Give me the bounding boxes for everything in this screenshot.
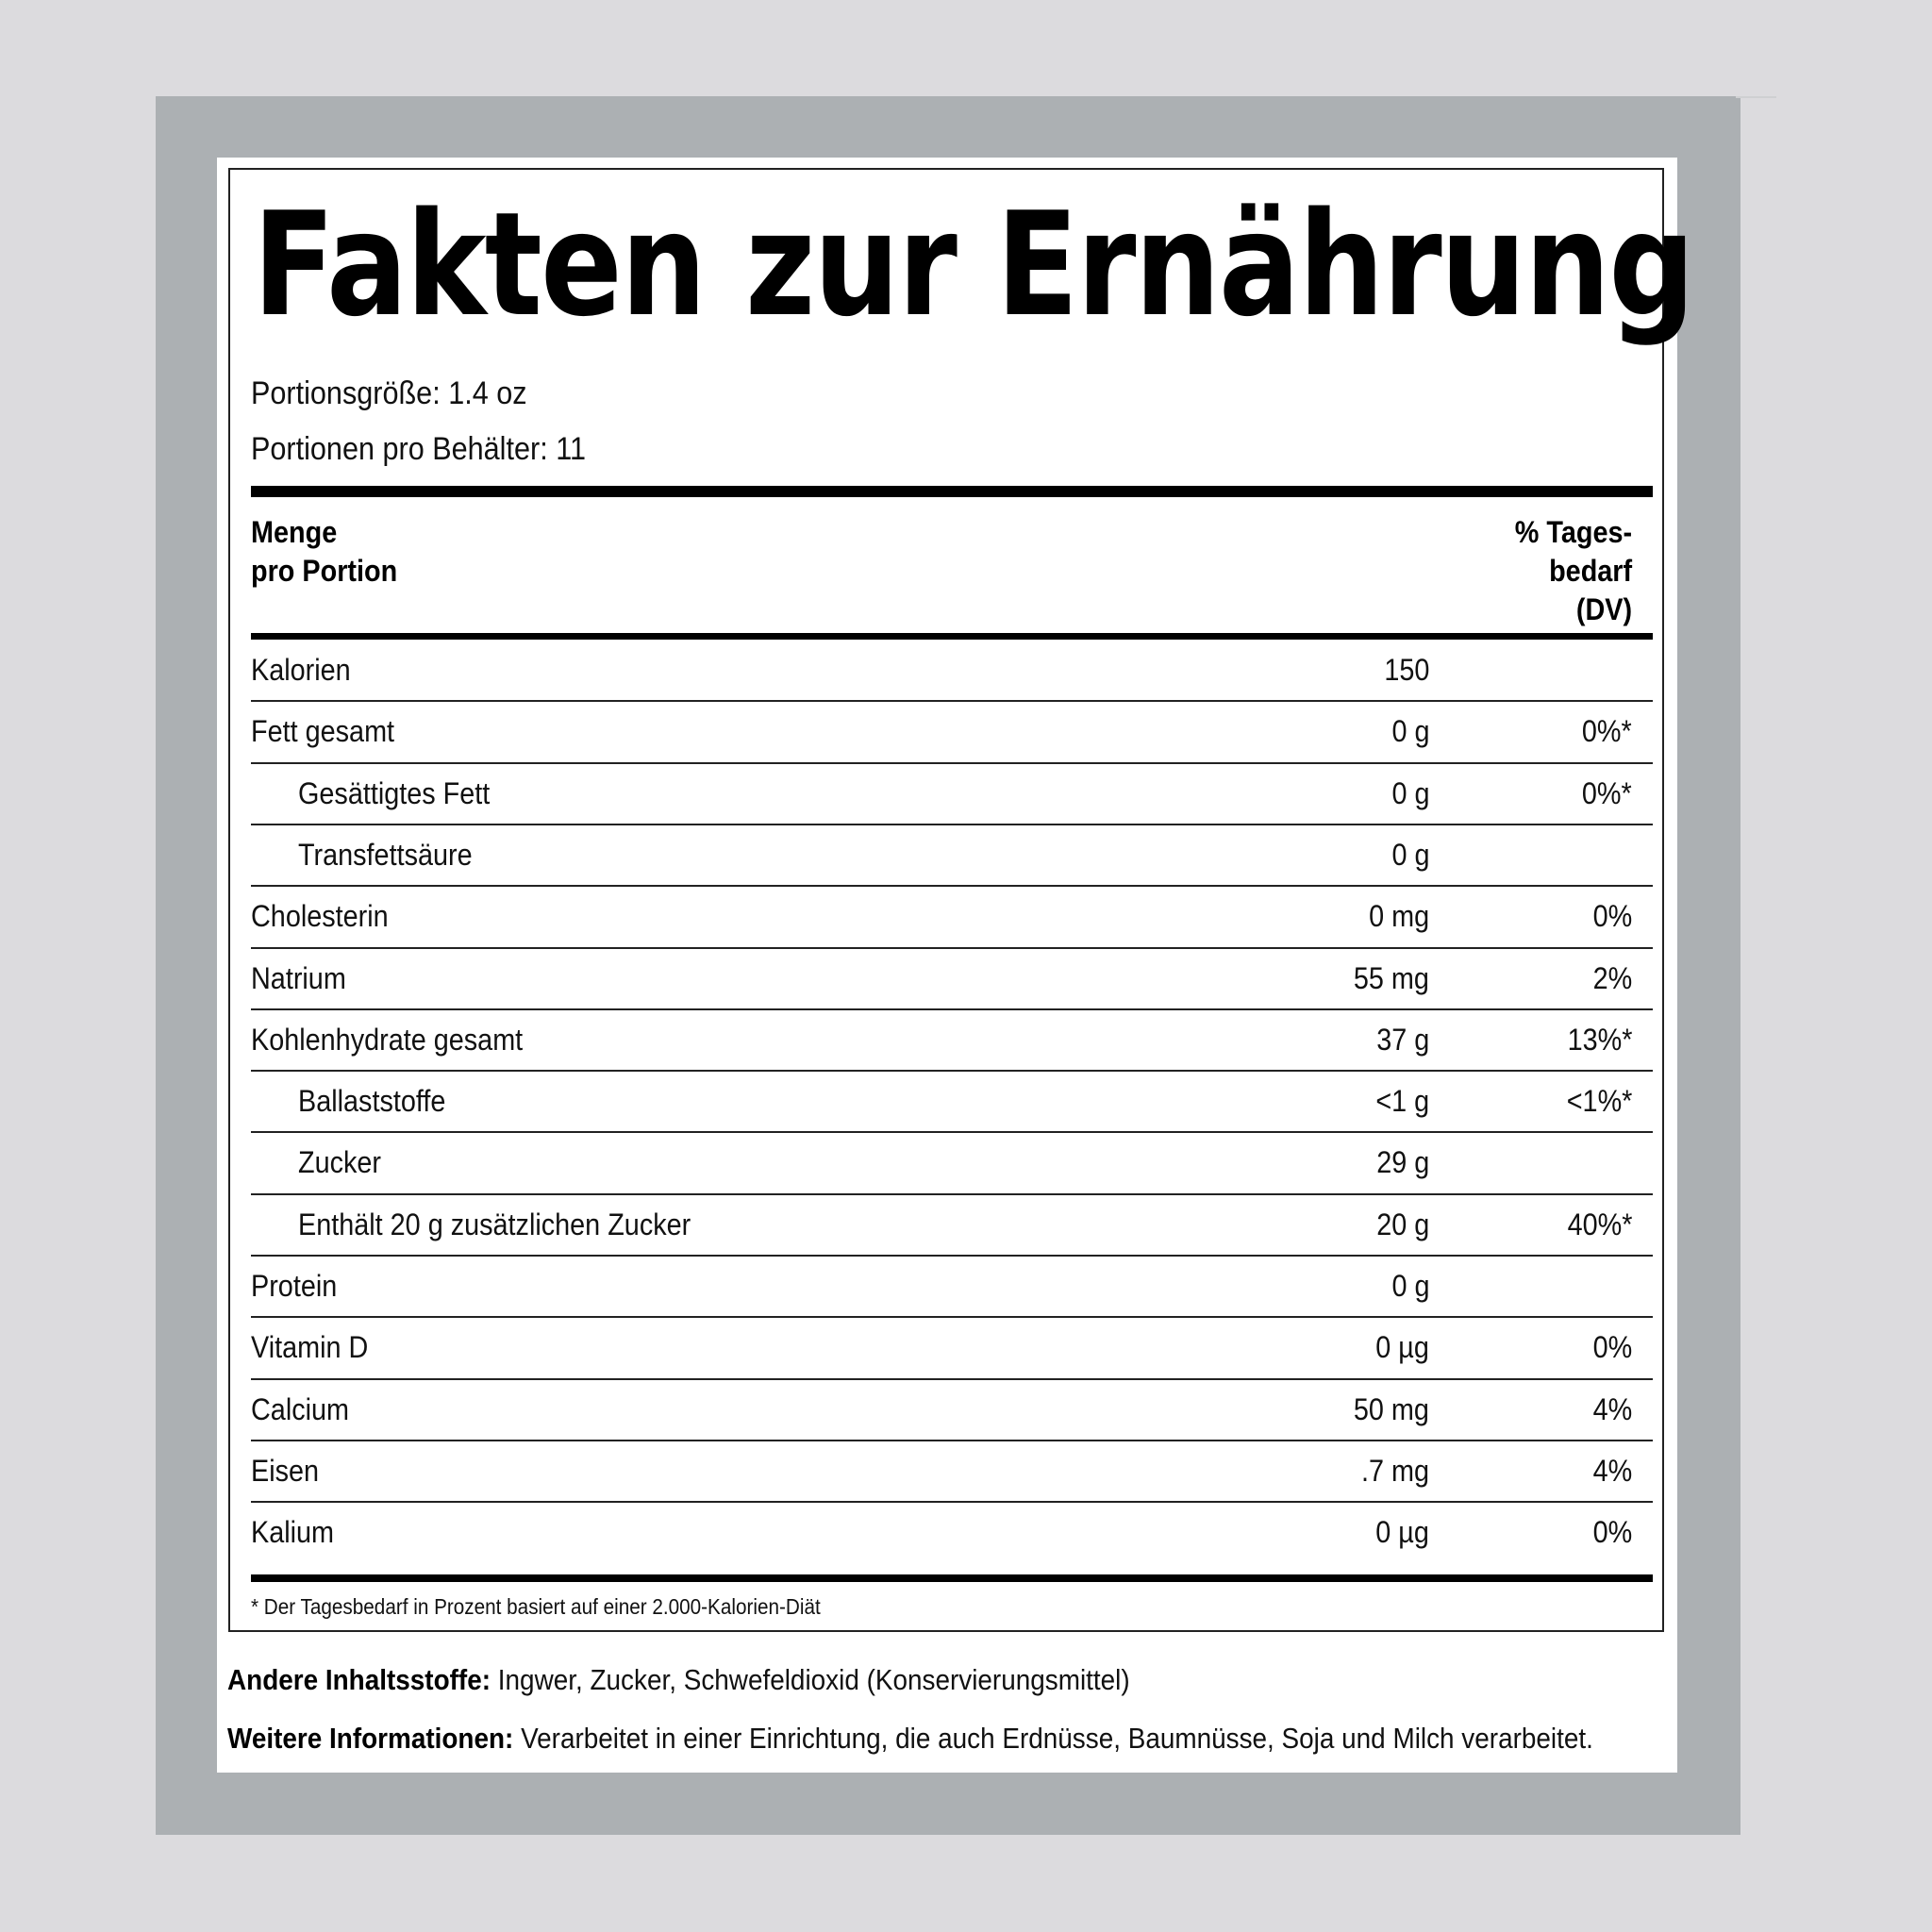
nutrient-amount: 0 g <box>1391 775 1429 810</box>
nutrient-name: Enthält 20 g zusätzlichen Zucker <box>298 1207 691 1241</box>
nutrient-amount: 50 mg <box>1353 1391 1429 1426</box>
serving-size: Portionsgröße: 1.4 oz <box>251 375 527 411</box>
nutrient-name: Kalorien <box>251 653 351 687</box>
label-card <box>217 158 1694 1773</box>
thick-divider <box>251 486 1653 497</box>
nutrient-row <box>251 886 1653 947</box>
further-info-text: Verarbeitet in einer Einrichtung, die auch Erdnüsse, Baumnüsse, Soja und Milch verarbeitet. <box>521 1722 1593 1755</box>
nutrient-name: Eisen <box>251 1453 320 1488</box>
nutrient-daily-value: 2% <box>1592 960 1632 995</box>
thick-divider <box>251 633 1653 640</box>
nutrient-name: Kalium <box>251 1515 335 1550</box>
nutrient-row <box>251 763 1653 824</box>
nutrient-daily-value: 0% <box>1592 1330 1632 1365</box>
nutrient-amount: 0 µg <box>1375 1330 1429 1365</box>
nutrient-daily-value: 40%* <box>1567 1207 1632 1241</box>
nutrient-daily-value: 0% <box>1592 1515 1632 1550</box>
nutrient-row <box>251 1194 1653 1256</box>
other-ingredients-label: Andere Inhaltsstoffe: <box>227 1663 491 1696</box>
frame-edge-line <box>1736 96 1776 98</box>
nutrient-row <box>251 1009 1653 1071</box>
nutrient-row <box>251 1132 1653 1193</box>
nutrient-amount: 150 <box>1383 653 1429 687</box>
nutrient-row <box>251 1379 1653 1441</box>
nutrient-row <box>251 1502 1653 1563</box>
nutrient-row <box>251 701 1653 762</box>
thick-divider <box>251 1574 1653 1582</box>
nutrient-amount: 0 g <box>1391 1269 1429 1303</box>
nutrition-facts-box <box>228 168 1694 1632</box>
nutrient-row <box>251 824 1653 886</box>
nutrient-name: Cholesterin <box>251 899 389 934</box>
nutrient-amount: 29 g <box>1375 1145 1429 1180</box>
amount-per-serving-header: Menge pro Portion <box>251 515 398 588</box>
nutrient-amount: 37 g <box>1375 1022 1429 1057</box>
footnote: * Der Tagesbedarf in Prozent basiert auf einer 2.000-Kalorien-Diät <box>251 1594 821 1619</box>
nutrient-amount: 0 g <box>1391 837 1429 872</box>
nutrient-amount: 0 g <box>1391 714 1429 749</box>
other-ingredients <box>227 1661 1130 1699</box>
nutrient-daily-value: 0%* <box>1582 775 1632 810</box>
nutrient-name: Fett gesamt <box>251 714 395 749</box>
nutrient-amount: <1 g <box>1375 1084 1429 1119</box>
nutrient-daily-value: 0%* <box>1582 714 1632 749</box>
nutrient-amount: 55 mg <box>1353 960 1429 995</box>
other-ingredients-text: Ingwer, Zucker, Schwefeldioxid (Konservierungsmittel) <box>497 1663 1130 1696</box>
nutrient-daily-value: <1%* <box>1566 1084 1632 1119</box>
nutrient-amount: 0 µg <box>1375 1515 1429 1550</box>
nutrient-row <box>251 948 1653 1009</box>
nutrient-name: Transfettsäure <box>298 837 473 872</box>
daily-value-header: % Tages- bedarf (DV) <box>1514 515 1632 626</box>
nutrient-row <box>251 1317 1653 1378</box>
label-title: Fakten zur Ernährung <box>253 181 1694 348</box>
nutrient-daily-value: 4% <box>1592 1391 1632 1426</box>
nutrient-amount: 0 mg <box>1368 899 1429 934</box>
nutrient-amount: 20 g <box>1375 1207 1429 1241</box>
nutrient-daily-value: 4% <box>1592 1453 1632 1488</box>
nutrient-amount: .7 mg <box>1360 1453 1429 1488</box>
nutrient-name: Zucker <box>298 1145 382 1180</box>
nutrient-name: Vitamin D <box>251 1330 369 1365</box>
nutrient-row <box>251 1071 1653 1132</box>
nutrient-row <box>251 1256 1653 1317</box>
nutrient-row <box>251 1441 1653 1502</box>
nutrient-name: Natrium <box>251 960 346 995</box>
further-info-label: Weitere Informationen: <box>227 1722 514 1755</box>
nutrient-name: Gesättigtes Fett <box>298 775 491 810</box>
servings-per-container: Portionen pro Behälter: 11 <box>251 431 586 467</box>
nutrient-name: Ballaststoffe <box>298 1084 446 1119</box>
nutrient-row <box>251 640 1653 701</box>
further-info <box>227 1720 1593 1757</box>
nutrient-name: Kohlenhydrate gesamt <box>251 1022 524 1057</box>
nutrient-name: Protein <box>251 1269 338 1303</box>
nutrient-daily-value: 0% <box>1592 899 1632 934</box>
nutrient-daily-value: 13%* <box>1567 1022 1632 1057</box>
nutrient-name: Calcium <box>251 1391 350 1426</box>
